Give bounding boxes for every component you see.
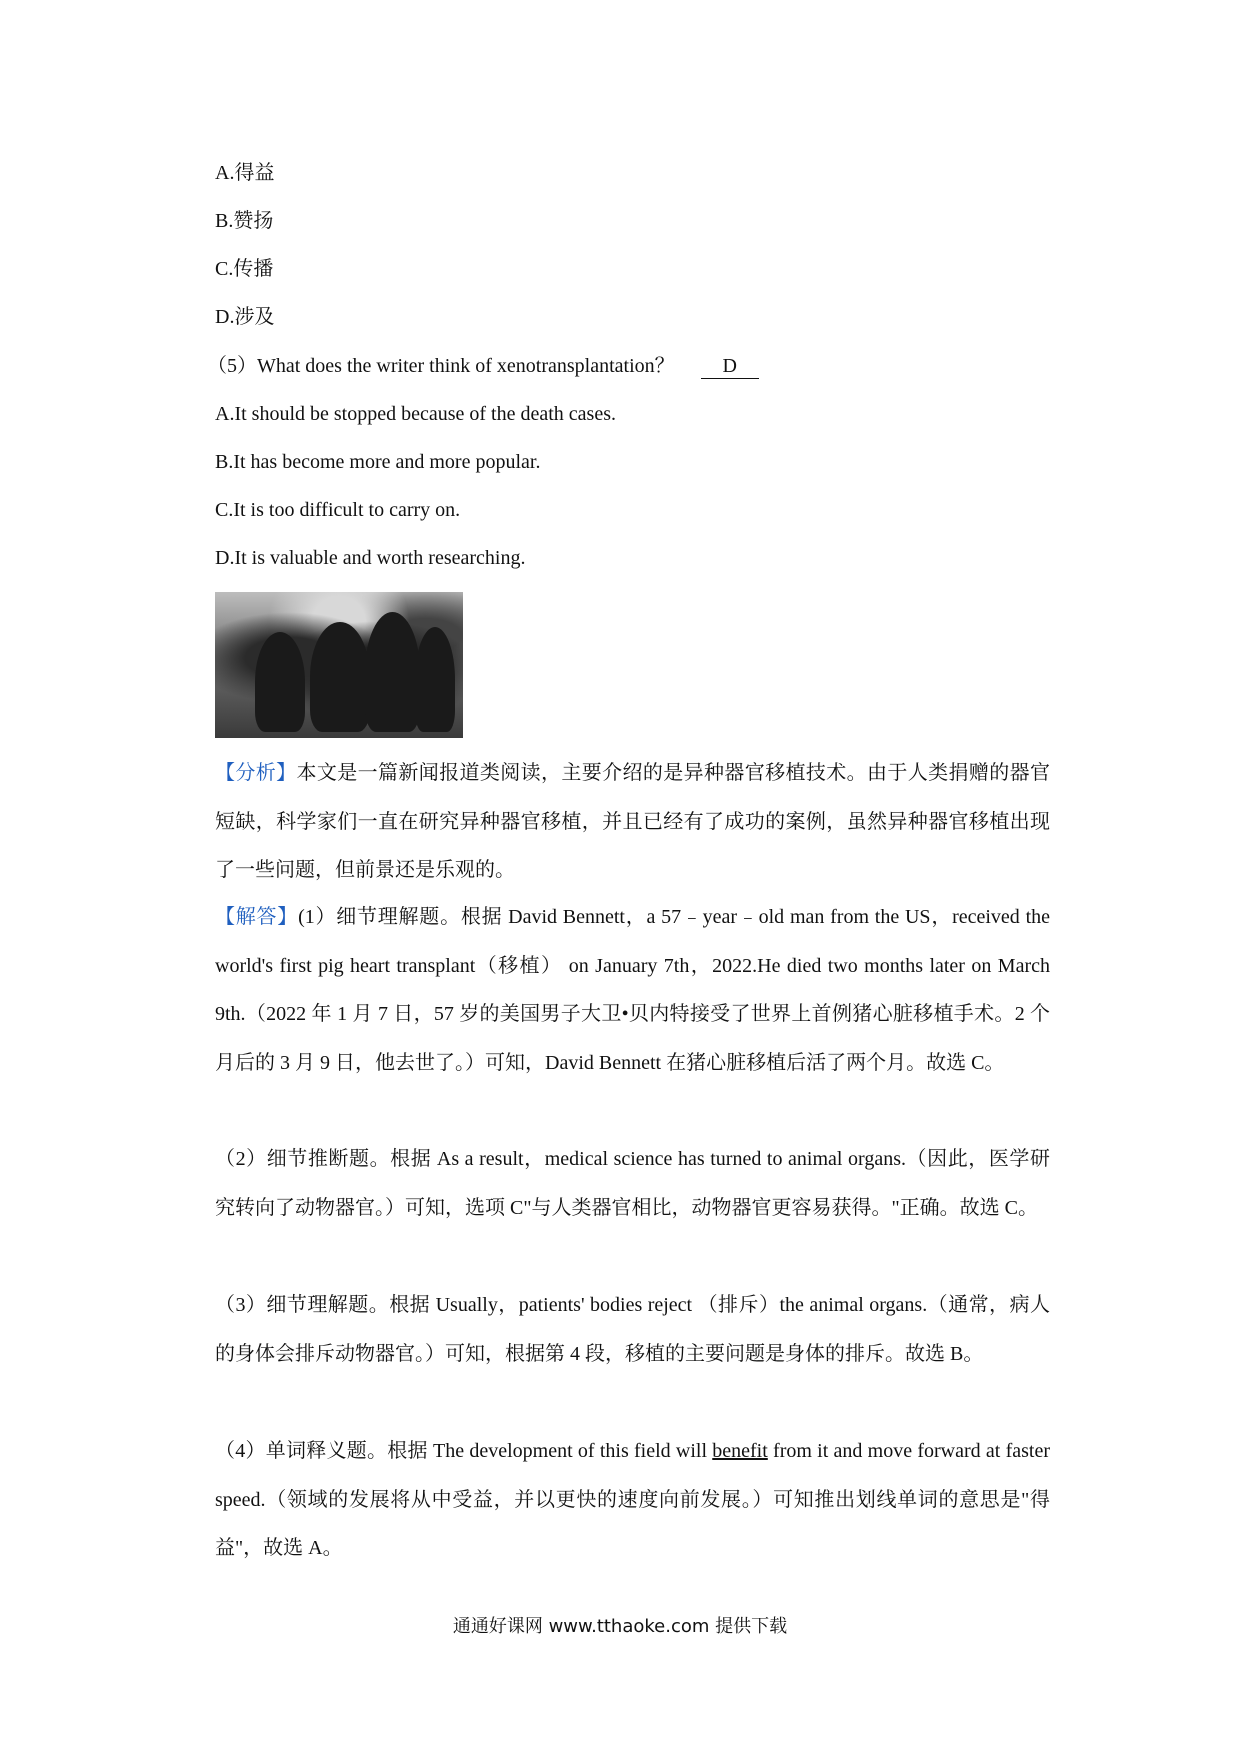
q4-option-d: D.涉及 bbox=[215, 306, 275, 328]
q4-option-a: A.得益 bbox=[215, 162, 275, 184]
q5-option-c: C.It is too difficult to carry on. bbox=[215, 499, 461, 521]
analysis-text: 本文是一篇新闻报道类阅读，主要介绍的是异种器官移植技术。由于人类捐赠的器官短缺，科学家们一直在研究异种器官移植，并且已经有了成功的案例，虽然异种器官移植出现了一些问题，但前景还是乐观的。 bbox=[215, 762, 1050, 881]
q5-question-line bbox=[207, 352, 1042, 380]
solution-text-1: (1）细节理解题。根据 David Bennett，a 57﹣year﹣old man from the US，received the world's first pig heart transplant（移植） on January 7th，2022.He died two months later on March 9th.（2022 年 1 月 7 日，57 岁的美国男子大卫•贝内特接受了世界上首例猪心脏移植手术。2 个月后的 3 月 9 日，他去世了。）可知，David Bennett 在猪心脏移植后活了两个月。故选 C。 bbox=[215, 906, 1051, 1074]
q5-option-b: B.It has become more and more popular. bbox=[215, 451, 541, 473]
solution-paragraph-2: （2）细节推断题。根据 As a result，medical science has turned to animal organs.（因此，医学研究转向了动物器官。）可知，选项 C"与人类器官相比，动物器官更容易获得。"正确。故选 C。 bbox=[215, 1148, 1050, 1219]
solution-text-4b: from it and move forward at faster speed.（领域的发展将从中受益，并以更快的速度向前发展。）可知推出划线单词的意思是"得益"，故选 A。 bbox=[215, 1440, 1050, 1559]
underlined-word: benefit bbox=[712, 1440, 768, 1462]
solution-tag: 【解答】 bbox=[215, 906, 299, 928]
solution-paragraph-1 bbox=[215, 893, 1050, 1087]
solution-text-4a: （4）单词释义题。根据 The development of this field will bbox=[215, 1440, 713, 1462]
q5-option-a: A.It should be stopped because of the death cases. bbox=[215, 403, 616, 425]
solution-paragraph-3: （3）细节理解题。根据 Usually，patients' bodies reject （排斥）the animal organs.（通常，病人的身体会排斥动物器官。）可知，根据第 4 段，移植的主要问题是身体的排斥。故选 B。 bbox=[215, 1294, 1050, 1365]
surgery-photo bbox=[215, 592, 463, 738]
analysis-paragraph bbox=[215, 749, 1050, 895]
q5-question: （5）What does the writer think of xenotransplantation？ bbox=[207, 355, 675, 377]
solution-paragraph-4 bbox=[215, 1427, 1050, 1573]
q5-option-d: D.It is valuable and worth researching. bbox=[215, 547, 526, 569]
analysis-tag: 【分析】 bbox=[215, 762, 297, 784]
page-footer: 通通好课网 www.tthaoke.com 提供下载 bbox=[452, 1616, 788, 1637]
q4-option-c: C.传播 bbox=[215, 258, 274, 280]
q4-option-b: B.赞扬 bbox=[215, 210, 274, 232]
q5-answer-blank: D bbox=[701, 354, 759, 379]
